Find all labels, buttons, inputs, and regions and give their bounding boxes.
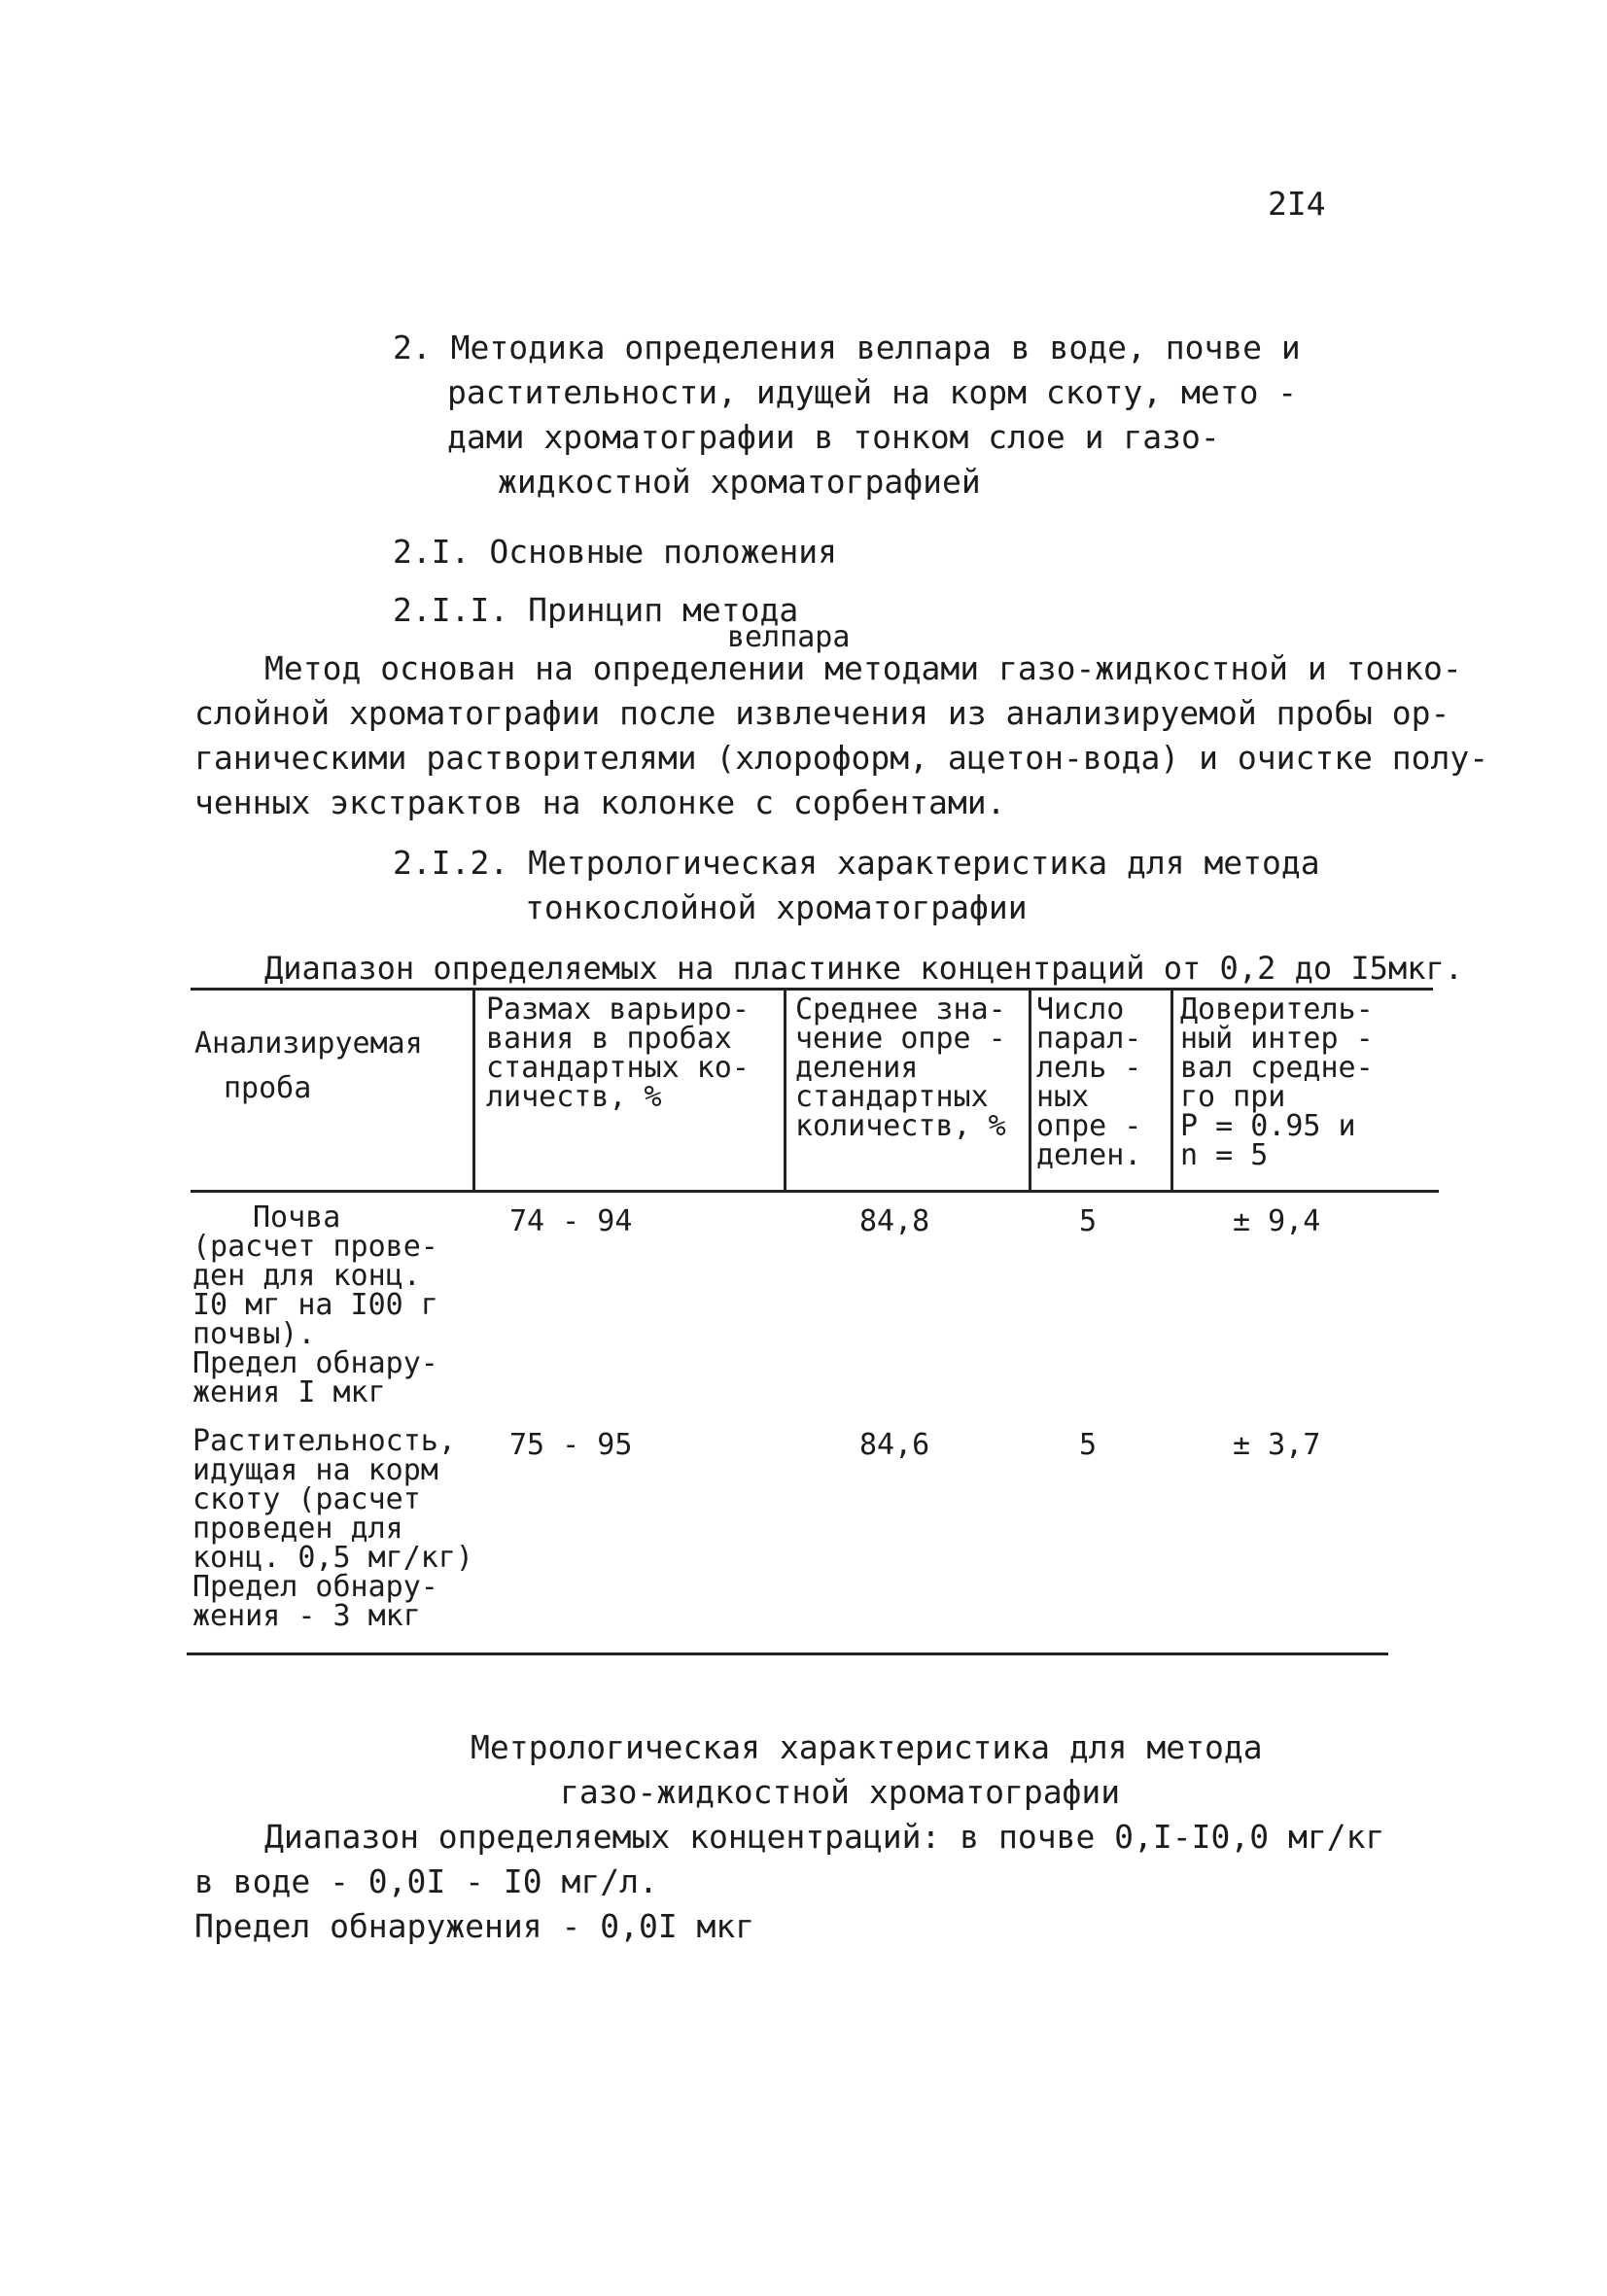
header-count-line-4: ных <box>1036 1080 1090 1114</box>
header-mean-line-3: деления <box>795 1051 919 1085</box>
header-mean-line-1: Среднее зна- <box>795 992 1006 1026</box>
subsection-2-1-2: 2.I.2. Метрологическая характеристика для метода <box>393 844 1320 882</box>
section-title-line-2: растительности, идущей на корм скоту, мето - <box>447 373 1298 411</box>
header-ci-line-2: ный интер - <box>1180 1022 1374 1056</box>
header-ci-line-3: вал средне- <box>1180 1051 1374 1085</box>
gas-text-line-3: Предел обнаружения - 0,0I мкг <box>194 1907 755 1945</box>
row1-sample-line-7: жения I мкг <box>192 1375 386 1409</box>
header-ci-line-1: Доверитель- <box>1180 992 1374 1026</box>
header-count-line-3: лель - <box>1036 1051 1142 1085</box>
header-range-line-1: Размах варьиро- <box>486 992 750 1026</box>
row2-sample-line-4: проведен для <box>192 1512 403 1546</box>
row1-count: 5 <box>1079 1204 1098 1238</box>
row1-range: 74 - 94 <box>509 1204 633 1238</box>
row2-sample-line-1: Растительность, <box>192 1424 456 1458</box>
row1-ci: ± 9,4 <box>1233 1204 1321 1238</box>
table-col-divider-3 <box>1029 988 1031 1190</box>
range-line: Диапазон определяемых на пластинке концентраций от 0,2 до I5мкг. <box>264 950 1463 987</box>
header-mean-line-5: количеств, % <box>795 1109 1006 1143</box>
row2-sample-line-2: идущая на корм <box>192 1453 438 1487</box>
table-header-rule <box>191 1190 1439 1193</box>
row1-sample-line-6: Предел обнару- <box>192 1346 438 1380</box>
row2-ci: ± 3,7 <box>1233 1428 1321 1462</box>
row1-sample-line-2: (расчет прове- <box>192 1230 438 1264</box>
header-ci-line-6: n = 5 <box>1180 1138 1269 1172</box>
page-number: 2I4 <box>1268 185 1326 223</box>
row1-sample-line-1: Почва <box>253 1200 341 1235</box>
row1-sample-line-3: ден для конц. <box>192 1259 421 1293</box>
header-count-line-6: делен. <box>1036 1138 1142 1172</box>
row2-count: 5 <box>1079 1428 1098 1462</box>
handwritten-insertion: велпара <box>727 620 851 654</box>
subsection-2-1-2-line-2: тонкослойной хроматографии <box>525 888 1028 926</box>
header-count-line-5: опре - <box>1036 1109 1142 1143</box>
gas-title-line-1: Метрологическая характеристика для метода <box>471 1728 1263 1766</box>
section-title-line-1: 2. Методика определения велпара в воде, почве и <box>393 329 1301 366</box>
header-mean-line-4: стандартных <box>795 1080 989 1114</box>
section-title-line-4: жидкостной хроматографией <box>498 463 981 501</box>
row2-sample-line-6: Предел обнару- <box>192 1570 438 1604</box>
header-sample-line-1: Анализируемая <box>194 1026 423 1061</box>
subsection-2-1-1: 2.I.I. Принцип метода <box>393 591 799 629</box>
gas-title-line-2: газо-жидкостной хроматографии <box>560 1773 1121 1811</box>
principle-line-2: слойной хроматографии после извлечения из анализируемой пробы ор- <box>194 694 1450 732</box>
row1-mean: 84,8 <box>859 1204 930 1238</box>
header-mean-line-2: чение опре - <box>795 1022 1006 1056</box>
gas-text-line-2: в воде - 0,0I - I0 мг/л. <box>194 1862 658 1900</box>
table-bottom-rule <box>187 1652 1388 1655</box>
row2-sample-line-5: конц. 0,5 мг/кг) <box>192 1541 473 1575</box>
principle-line-4: ченных экстрактов на колонке с сорбентами. <box>194 783 1006 821</box>
row2-mean: 84,6 <box>859 1428 930 1462</box>
row2-sample-line-3: скоту (расчет <box>192 1482 421 1516</box>
row2-sample-line-7: жения - 3 мкг <box>192 1599 421 1633</box>
row1-sample-line-4: I0 мг на I00 г <box>192 1288 438 1322</box>
table-col-divider-1 <box>472 988 475 1190</box>
row1-sample-line-5: почвы). <box>192 1317 316 1351</box>
principle-line-3: ганическими растворителями (хлороформ, ацетон-вода) и очистке полу- <box>194 739 1489 777</box>
header-range-line-3: стандартных ко- <box>486 1051 750 1085</box>
header-ci-line-5: P = 0.95 и <box>1180 1109 1356 1143</box>
section-title-line-3: дами хроматографии в тонком слое и газо- <box>447 418 1220 456</box>
row2-range: 75 - 95 <box>509 1428 633 1462</box>
table-col-divider-2 <box>784 988 786 1190</box>
header-count-line-1: Число <box>1036 992 1125 1026</box>
header-range-line-2: вания в пробах <box>486 1022 732 1056</box>
table-col-divider-4 <box>1170 988 1173 1190</box>
gas-text-line-1: Диапазон определяемых концентраций: в почве 0,I-I0,0 мг/кг <box>264 1818 1385 1856</box>
header-ci-line-4: го при <box>1180 1080 1286 1114</box>
header-sample-line-2: проба <box>224 1071 312 1105</box>
principle-line-1: Метод основан на определении методами газо-жидкостной и тонко- <box>264 649 1462 687</box>
header-range-line-4: личеств, % <box>486 1080 662 1114</box>
subsection-2-1: 2.I. Основные положения <box>393 533 837 571</box>
table-top-rule <box>191 988 1433 991</box>
header-count-line-2: парал- <box>1036 1022 1142 1056</box>
